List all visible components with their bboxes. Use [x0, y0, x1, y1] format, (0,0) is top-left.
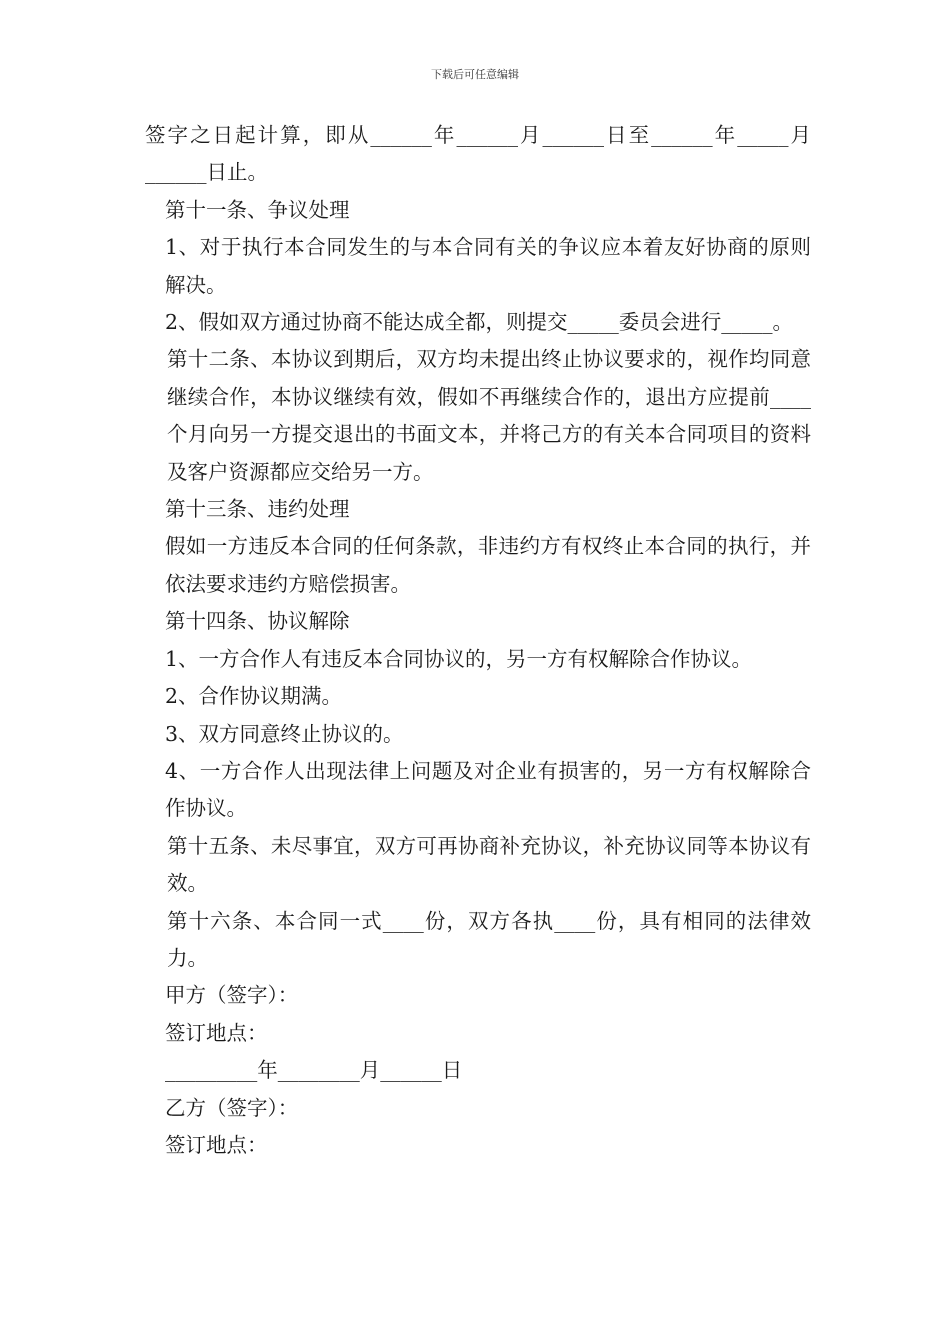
signing-date-line: _________年________月______日: [165, 1058, 463, 1083]
article-13-paragraph: 假如一方违反本合同的任何条款，非违约方有权终止本合同的执行，并依法要求违约方赔偿损害。: [165, 534, 811, 596]
party-a-signing-place: 签订地点：: [165, 1020, 268, 1045]
article-14-clause-2: 2、合作协议期满。: [165, 684, 343, 709]
article-12-paragraph: 第十二条、本协议到期后，双方均未提出终止协议要求的，视作均同意继续合作，本协议继续有效，假如不再继续合作的，退出方应提前____个月向另一方提交退出的书面文本，并将己方的有关本合同项目的资料及客户资源都应交给另一方。: [167, 347, 811, 484]
article-11-clause-2: 2、假如双方通过协商不能达成全都，则提交_____委员会进行_____。: [165, 310, 794, 335]
term-period-paragraph: 签字之日起计算，即从______年______月______日至______年_____月______日止。: [145, 123, 811, 185]
page-header: 下载后可任意编辑: [431, 68, 519, 81]
article-13-heading: 第十三条、违约处理: [165, 497, 350, 522]
party-b-signing-place: 签订地点：: [165, 1132, 268, 1157]
article-11-clause-1: 1、对于执行本合同发生的与本合同有关的争议应本着友好协商的原则解决。: [165, 235, 811, 297]
document-body: [145, 117, 811, 1164]
article-14-clause-3: 3、双方同意终止协议的。: [165, 721, 404, 746]
article-14-heading: 第十四条、协议解除: [165, 609, 350, 634]
article-14-clause-4: 4、一方合作人出现法律上问题及对企业有损害的，另一方有权解除合作协议。: [165, 758, 811, 821]
article-14-clause-1: 1、一方合作人有违反本合同协议的，另一方有权解除合作协议。: [165, 646, 753, 671]
article-15-paragraph: 第十五条、未尽事宜，双方可再协商补充协议，补充协议同等本协议有效。: [167, 833, 811, 896]
party-a-signature-line: 甲方（签字）：: [165, 983, 299, 1008]
party-b-signature-line: 乙方（签字）：: [165, 1095, 299, 1120]
article-16-paragraph: 第十六条、本合同一式____份，双方各执____份，具有相同的法律效力。: [167, 908, 811, 970]
article-11-heading: 第十一条、争议处理: [165, 197, 350, 222]
